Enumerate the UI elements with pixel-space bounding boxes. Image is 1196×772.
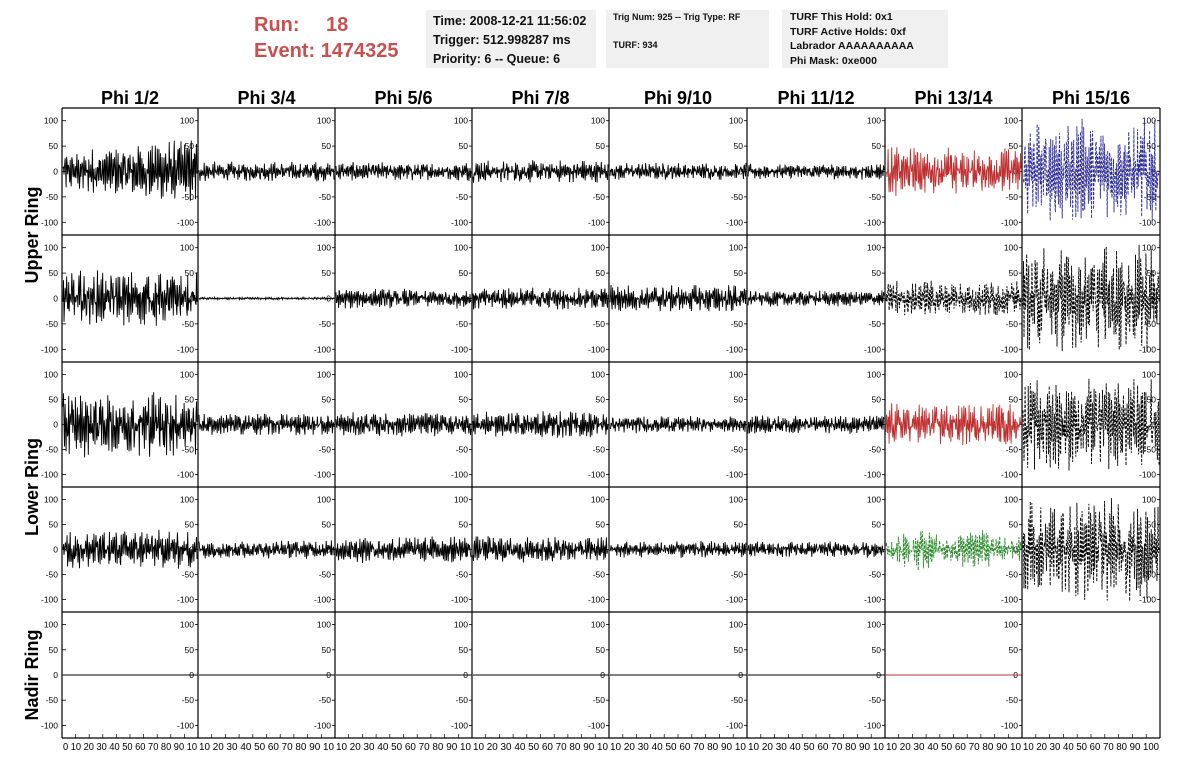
y-tick-label: -50 bbox=[318, 318, 331, 329]
y-tick-label: 0 bbox=[600, 166, 605, 177]
y-tick-label: 0 bbox=[463, 670, 468, 680]
y-tick-label: 50 bbox=[733, 644, 743, 655]
y-tick-label: 100 bbox=[316, 115, 331, 126]
y-tick-label: 50 bbox=[871, 644, 881, 655]
y-tick-label: 0 bbox=[1151, 293, 1156, 304]
y-tick-label: 100 bbox=[1141, 369, 1156, 380]
y-tick-label: 0 bbox=[600, 293, 605, 304]
waveform-r2-c0 bbox=[63, 392, 197, 457]
y-tick-label: 0 bbox=[1013, 419, 1018, 430]
y-tick-label: 100 bbox=[1141, 494, 1156, 505]
labrador-line: Labrador AAAAAAAAAA bbox=[790, 40, 914, 52]
y-tick-label: -50 bbox=[1143, 191, 1156, 202]
y-tick-label: 50 bbox=[595, 268, 605, 279]
waveform-r3-c6 bbox=[886, 530, 1021, 570]
y-tick-label: 100 bbox=[43, 242, 58, 253]
y-tick-label: -50 bbox=[1005, 569, 1018, 580]
y-tick-label: 100 bbox=[1141, 115, 1156, 126]
y-tick-label: 50 bbox=[1146, 394, 1156, 405]
waveform-r0-c3 bbox=[473, 160, 608, 183]
y-tick-label: -100 bbox=[1000, 720, 1018, 731]
y-tick-label: -50 bbox=[730, 569, 743, 580]
y-tick-label: -50 bbox=[318, 569, 331, 580]
y-tick-label: -50 bbox=[455, 569, 468, 580]
y-tick-label: 50 bbox=[1146, 268, 1156, 279]
y-tick-label: -100 bbox=[176, 344, 194, 355]
y-tick-label: -50 bbox=[455, 318, 468, 329]
time-line: Time: 2008-12-21 11:56:02 bbox=[433, 14, 587, 28]
x-tick-labels-1: 10 20 30 40 50 60 70 80 90 10 bbox=[199, 742, 335, 753]
y-tick-label: -100 bbox=[313, 344, 331, 355]
turf-line: TURF: 934 bbox=[613, 40, 658, 50]
waveform-r1-c5 bbox=[748, 291, 884, 307]
waveform-r3-c1 bbox=[199, 540, 334, 558]
y-tick-label: -100 bbox=[587, 217, 605, 228]
column-title-1: Phi 3/4 bbox=[237, 88, 296, 108]
y-tick-label: -100 bbox=[1138, 469, 1156, 480]
priority-line: Priority: 6 -- Queue: 6 bbox=[433, 52, 561, 66]
y-tick-label: 0 bbox=[738, 544, 743, 555]
y-tick-label: -100 bbox=[450, 344, 468, 355]
column-title-6: Phi 13/14 bbox=[914, 88, 993, 108]
y-tick-label: -100 bbox=[40, 469, 58, 480]
y-tick-label: -100 bbox=[1000, 344, 1018, 355]
waveform-r1-c7 bbox=[1023, 242, 1159, 355]
y-tick-label: 50 bbox=[321, 268, 331, 279]
y-tick-label: 0 bbox=[876, 293, 881, 304]
y-tick-label: 100 bbox=[728, 619, 743, 630]
y-tick-label: -50 bbox=[318, 191, 331, 202]
waveform-r0-c1 bbox=[199, 162, 334, 182]
column-title-7: Phi 15/16 bbox=[1051, 88, 1131, 108]
x-tick-labels-2: 10 20 30 40 50 60 70 80 90 10 bbox=[336, 742, 472, 753]
y-tick-label: 0 bbox=[326, 419, 331, 430]
y-tick-label: 100 bbox=[316, 242, 331, 253]
y-tick-label: 50 bbox=[1008, 268, 1018, 279]
y-tick-label: 0 bbox=[53, 419, 58, 430]
y-tick-label: -50 bbox=[45, 569, 58, 580]
y-tick-label: 0 bbox=[53, 293, 58, 304]
event-value: 1474325 bbox=[320, 40, 399, 62]
y-tick-label: 50 bbox=[871, 141, 881, 152]
waveform-r2-c7 bbox=[1023, 379, 1159, 471]
waveform-r1-c6 bbox=[886, 281, 1021, 315]
y-tick-label: -50 bbox=[730, 318, 743, 329]
y-tick-label: -100 bbox=[40, 344, 58, 355]
y-tick-label: -100 bbox=[176, 594, 194, 605]
y-tick-label: 0 bbox=[53, 166, 58, 177]
y-tick-label: -50 bbox=[1143, 318, 1156, 329]
y-tick-label: 100 bbox=[1003, 619, 1018, 630]
y-tick-label: -50 bbox=[730, 191, 743, 202]
waveform-r2-c2 bbox=[336, 412, 471, 436]
y-tick-label: 50 bbox=[733, 141, 743, 152]
y-tick-label: 100 bbox=[866, 115, 881, 126]
y-tick-label: 0 bbox=[326, 544, 331, 555]
y-tick-label: 0 bbox=[463, 166, 468, 177]
y-tick-label: 50 bbox=[871, 519, 881, 530]
y-tick-label: 100 bbox=[590, 115, 605, 126]
y-tick-label: -100 bbox=[587, 720, 605, 731]
x-tick-labels-6: 10 20 30 40 50 60 70 80 90 10 bbox=[886, 742, 1022, 753]
y-tick-label: 50 bbox=[1008, 141, 1018, 152]
y-tick-label: 0 bbox=[738, 670, 743, 680]
waveform-r3-c3 bbox=[473, 536, 608, 562]
y-tick-label: 0 bbox=[53, 670, 58, 680]
waveform-r0-c7 bbox=[1023, 115, 1159, 221]
y-tick-label: -100 bbox=[863, 469, 881, 480]
y-tick-label: 100 bbox=[316, 494, 331, 505]
y-tick-label: -50 bbox=[868, 318, 881, 329]
y-tick-label: 50 bbox=[458, 644, 468, 655]
y-tick-label: 100 bbox=[590, 242, 605, 253]
waveform-r2-c6 bbox=[886, 403, 1021, 445]
y-tick-label: -50 bbox=[1005, 191, 1018, 202]
y-tick-label: -100 bbox=[725, 344, 743, 355]
x-tick-labels-0: 0 10 20 30 40 50 60 70 80 90 10 bbox=[63, 742, 198, 753]
y-tick-label: 50 bbox=[48, 394, 58, 405]
y-tick-label: 0 bbox=[189, 166, 194, 177]
y-tick-label: 100 bbox=[866, 242, 881, 253]
y-tick-label: -50 bbox=[592, 695, 605, 706]
waveform-r1-c2 bbox=[336, 289, 471, 309]
run-value: 18 bbox=[326, 14, 349, 36]
y-tick-label: 0 bbox=[738, 166, 743, 177]
y-tick-label: 0 bbox=[1013, 544, 1018, 555]
y-tick-label: 0 bbox=[600, 670, 605, 680]
y-tick-label: -100 bbox=[863, 217, 881, 228]
y-tick-label: 0 bbox=[1151, 419, 1156, 430]
ring-label-2: Nadir Ring bbox=[22, 629, 42, 721]
y-tick-label: 0 bbox=[876, 544, 881, 555]
y-tick-label: -100 bbox=[176, 720, 194, 731]
waveform-r0-c5 bbox=[748, 164, 884, 180]
waveform-r0-c6 bbox=[886, 147, 1021, 196]
y-tick-label: -100 bbox=[176, 217, 194, 228]
y-tick-label: 50 bbox=[595, 644, 605, 655]
waveform-r2-c3 bbox=[473, 411, 608, 437]
y-tick-label: 100 bbox=[43, 369, 58, 380]
y-tick-label: -100 bbox=[863, 344, 881, 355]
y-tick-label: -100 bbox=[313, 469, 331, 480]
y-tick-label: -100 bbox=[863, 720, 881, 731]
column-title-2: Phi 5/6 bbox=[374, 88, 433, 108]
y-tick-label: -50 bbox=[181, 695, 194, 706]
y-tick-label: 50 bbox=[458, 141, 468, 152]
y-tick-label: -50 bbox=[592, 191, 605, 202]
ring-label-1: Lower Ring bbox=[22, 438, 42, 536]
turf-hold-line: TURF This Hold: 0x1 bbox=[790, 11, 893, 23]
y-tick-label: 100 bbox=[728, 494, 743, 505]
y-tick-label: 50 bbox=[184, 519, 194, 530]
x-tick-labels-7: 10 20 30 40 50 60 70 80 90 100 bbox=[1023, 742, 1160, 753]
y-tick-label: 0 bbox=[1013, 670, 1018, 680]
y-tick-label: -50 bbox=[592, 569, 605, 580]
y-tick-label: 50 bbox=[1146, 519, 1156, 530]
y-tick-label: 50 bbox=[184, 394, 194, 405]
y-tick-label: 100 bbox=[1003, 369, 1018, 380]
y-tick-label: 100 bbox=[1003, 242, 1018, 253]
y-tick-label: -100 bbox=[450, 469, 468, 480]
y-tick-label: 0 bbox=[53, 544, 58, 555]
waveform-r1-c1 bbox=[199, 297, 334, 299]
column-title-5: Phi 11/12 bbox=[777, 88, 855, 108]
y-tick-label: 0 bbox=[876, 670, 881, 680]
waveform-r3-c4 bbox=[610, 541, 746, 558]
y-tick-label: -50 bbox=[1005, 444, 1018, 455]
y-tick-label: 0 bbox=[738, 419, 743, 430]
y-tick-label: 0 bbox=[189, 419, 194, 430]
y-tick-label: -50 bbox=[730, 444, 743, 455]
y-tick-label: -50 bbox=[592, 444, 605, 455]
y-tick-label: -50 bbox=[730, 695, 743, 706]
y-tick-label: 50 bbox=[184, 141, 194, 152]
y-tick-label: 50 bbox=[48, 519, 58, 530]
y-tick-label: -100 bbox=[40, 720, 58, 731]
waveform-r3-c0 bbox=[63, 530, 197, 569]
y-tick-label: -50 bbox=[1143, 444, 1156, 455]
y-tick-label: 50 bbox=[871, 394, 881, 405]
y-tick-label: -50 bbox=[868, 191, 881, 202]
y-tick-label: -100 bbox=[725, 469, 743, 480]
turf-active-line: TURF Active Holds: 0xf bbox=[790, 25, 906, 38]
y-tick-label: 0 bbox=[463, 419, 468, 430]
waveform-r1-c4 bbox=[610, 285, 746, 311]
y-tick-label: 50 bbox=[1008, 644, 1018, 655]
y-tick-label: 50 bbox=[1008, 394, 1018, 405]
y-tick-label: 100 bbox=[1003, 494, 1018, 505]
y-tick-label: 50 bbox=[458, 519, 468, 530]
y-tick-label: -50 bbox=[1005, 318, 1018, 329]
waveform-r1-c0 bbox=[63, 270, 197, 325]
y-tick-label: 100 bbox=[728, 242, 743, 253]
y-tick-label: -50 bbox=[868, 695, 881, 706]
y-tick-label: 50 bbox=[733, 268, 743, 279]
y-tick-label: -50 bbox=[45, 318, 58, 329]
y-tick-label: 50 bbox=[321, 644, 331, 655]
y-tick-label: -100 bbox=[1138, 217, 1156, 228]
waveform-r2-c1 bbox=[199, 414, 334, 435]
column-title-4: Phi 9/10 bbox=[643, 88, 713, 108]
trig-line: Trig Num: 925 -- Trig Type: RF bbox=[613, 12, 741, 22]
waveform-r0-c0 bbox=[63, 141, 197, 201]
y-tick-label: 100 bbox=[43, 619, 58, 630]
y-tick-label: 100 bbox=[728, 369, 743, 380]
y-tick-label: -50 bbox=[455, 695, 468, 706]
y-tick-label: 0 bbox=[600, 544, 605, 555]
y-tick-label: -50 bbox=[1143, 569, 1156, 580]
y-tick-label: -50 bbox=[181, 444, 194, 455]
y-tick-label: -50 bbox=[181, 318, 194, 329]
column-title-3: Phi 7/8 bbox=[511, 88, 570, 108]
y-tick-label: -50 bbox=[455, 191, 468, 202]
y-tick-label: -50 bbox=[455, 444, 468, 455]
y-tick-label: 100 bbox=[179, 369, 194, 380]
y-tick-label: -100 bbox=[587, 344, 605, 355]
y-tick-label: 0 bbox=[1013, 293, 1018, 304]
y-tick-label: -100 bbox=[863, 594, 881, 605]
y-tick-label: -50 bbox=[181, 191, 194, 202]
y-tick-label: -100 bbox=[1138, 594, 1156, 605]
y-tick-label: 50 bbox=[48, 268, 58, 279]
y-tick-label: 0 bbox=[738, 293, 743, 304]
y-tick-label: 100 bbox=[866, 494, 881, 505]
column-title-0: Phi 1/2 bbox=[100, 88, 160, 108]
y-tick-label: -100 bbox=[1000, 594, 1018, 605]
phimask-line: Phi Mask: 0xe000 bbox=[790, 54, 877, 67]
y-tick-label: 100 bbox=[316, 619, 331, 630]
x-tick-labels-4: 10 20 30 40 50 60 70 80 90 10 bbox=[610, 742, 747, 753]
y-tick-label: -50 bbox=[45, 444, 58, 455]
y-tick-label: 50 bbox=[871, 268, 881, 279]
y-tick-label: 100 bbox=[316, 369, 331, 380]
y-tick-label: -50 bbox=[592, 318, 605, 329]
waveform-r1-c3 bbox=[473, 288, 608, 310]
y-tick-label: 100 bbox=[590, 369, 605, 380]
y-tick-label: 100 bbox=[179, 494, 194, 505]
y-tick-label: 100 bbox=[590, 619, 605, 630]
x-tick-labels-3: 10 20 30 40 50 60 70 80 90 10 bbox=[473, 742, 609, 753]
waveform-r3-c7 bbox=[1023, 498, 1159, 601]
y-tick-label: 50 bbox=[184, 268, 194, 279]
y-tick-label: 0 bbox=[189, 544, 194, 555]
y-tick-label: -100 bbox=[1000, 469, 1018, 480]
waveform-r2-c4 bbox=[610, 416, 746, 433]
y-tick-label: 0 bbox=[1013, 166, 1018, 177]
y-tick-label: 100 bbox=[866, 369, 881, 380]
y-tick-label: -100 bbox=[450, 594, 468, 605]
y-tick-label: 0 bbox=[600, 419, 605, 430]
y-tick-label: 50 bbox=[733, 394, 743, 405]
y-tick-label: -50 bbox=[868, 444, 881, 455]
y-tick-label: -100 bbox=[450, 217, 468, 228]
y-tick-label: -100 bbox=[313, 217, 331, 228]
y-tick-label: -100 bbox=[725, 720, 743, 731]
y-tick-label: 50 bbox=[321, 141, 331, 152]
y-tick-label: -50 bbox=[181, 569, 194, 580]
y-tick-label: -100 bbox=[1000, 217, 1018, 228]
y-tick-label: 100 bbox=[866, 619, 881, 630]
y-tick-label: 0 bbox=[326, 670, 331, 680]
y-tick-label: -100 bbox=[587, 594, 605, 605]
y-tick-label: -50 bbox=[45, 191, 58, 202]
y-tick-label: -100 bbox=[1138, 344, 1156, 355]
y-tick-label: 0 bbox=[463, 293, 468, 304]
waveform-r0-c4 bbox=[610, 163, 746, 180]
waveform-r3-c5 bbox=[748, 542, 884, 558]
y-tick-label: 100 bbox=[453, 494, 468, 505]
y-tick-label: -50 bbox=[868, 569, 881, 580]
y-tick-label: -100 bbox=[450, 720, 468, 731]
y-tick-label: -100 bbox=[725, 594, 743, 605]
waveform-r2-c5 bbox=[748, 416, 884, 434]
y-tick-label: 50 bbox=[458, 394, 468, 405]
y-tick-label: 50 bbox=[184, 644, 194, 655]
y-tick-label: 0 bbox=[463, 544, 468, 555]
ring-label-0: Upper Ring bbox=[22, 186, 42, 284]
y-tick-label: -100 bbox=[40, 217, 58, 228]
y-tick-label: 100 bbox=[179, 619, 194, 630]
y-tick-label: 50 bbox=[733, 519, 743, 530]
y-tick-label: 100 bbox=[728, 115, 743, 126]
y-tick-label: 0 bbox=[876, 166, 881, 177]
y-tick-label: 100 bbox=[43, 115, 58, 126]
y-tick-label: 50 bbox=[48, 644, 58, 655]
y-tick-label: 50 bbox=[321, 519, 331, 530]
y-tick-label: -100 bbox=[40, 594, 58, 605]
y-tick-label: -50 bbox=[45, 695, 58, 706]
y-tick-label: 50 bbox=[1008, 519, 1018, 530]
x-tick-labels-5: 10 20 30 40 50 60 70 80 90 10 bbox=[748, 742, 885, 753]
y-tick-label: 0 bbox=[326, 166, 331, 177]
waveform-r3-c2 bbox=[336, 537, 471, 564]
y-tick-label: 50 bbox=[595, 141, 605, 152]
y-tick-label: 100 bbox=[43, 494, 58, 505]
y-tick-label: 50 bbox=[1146, 141, 1156, 152]
y-tick-label: 0 bbox=[189, 293, 194, 304]
y-tick-label: -50 bbox=[318, 444, 331, 455]
run-label: Run: bbox=[254, 14, 300, 36]
y-tick-label: 0 bbox=[876, 419, 881, 430]
y-tick-label: 50 bbox=[321, 394, 331, 405]
y-tick-label: -100 bbox=[587, 469, 605, 480]
y-tick-label: -100 bbox=[725, 217, 743, 228]
y-tick-label: 100 bbox=[1141, 242, 1156, 253]
y-tick-label: 100 bbox=[453, 115, 468, 126]
y-tick-label: 50 bbox=[595, 519, 605, 530]
y-tick-label: 0 bbox=[189, 670, 194, 680]
y-tick-label: 100 bbox=[179, 115, 194, 126]
y-tick-label: -50 bbox=[1005, 695, 1018, 706]
y-tick-label: 100 bbox=[453, 242, 468, 253]
y-tick-label: -100 bbox=[313, 720, 331, 731]
y-tick-label: 100 bbox=[1003, 115, 1018, 126]
y-tick-label: -100 bbox=[313, 594, 331, 605]
y-tick-label: 100 bbox=[453, 619, 468, 630]
y-tick-label: 0 bbox=[326, 293, 331, 304]
y-tick-label: 0 bbox=[1151, 166, 1156, 177]
y-tick-label: 100 bbox=[453, 369, 468, 380]
y-tick-label: -50 bbox=[318, 695, 331, 706]
y-tick-label: 100 bbox=[179, 242, 194, 253]
y-tick-label: -100 bbox=[176, 469, 194, 480]
y-tick-label: 0 bbox=[1151, 544, 1156, 555]
y-tick-label: 50 bbox=[458, 268, 468, 279]
waveform-r0-c2 bbox=[336, 162, 471, 181]
y-tick-label: 100 bbox=[590, 494, 605, 505]
y-tick-label: 50 bbox=[48, 141, 58, 152]
y-tick-label: 50 bbox=[595, 394, 605, 405]
trigger-line: Trigger: 512.998287 ms bbox=[433, 33, 571, 47]
event-label: Event: bbox=[254, 40, 316, 62]
